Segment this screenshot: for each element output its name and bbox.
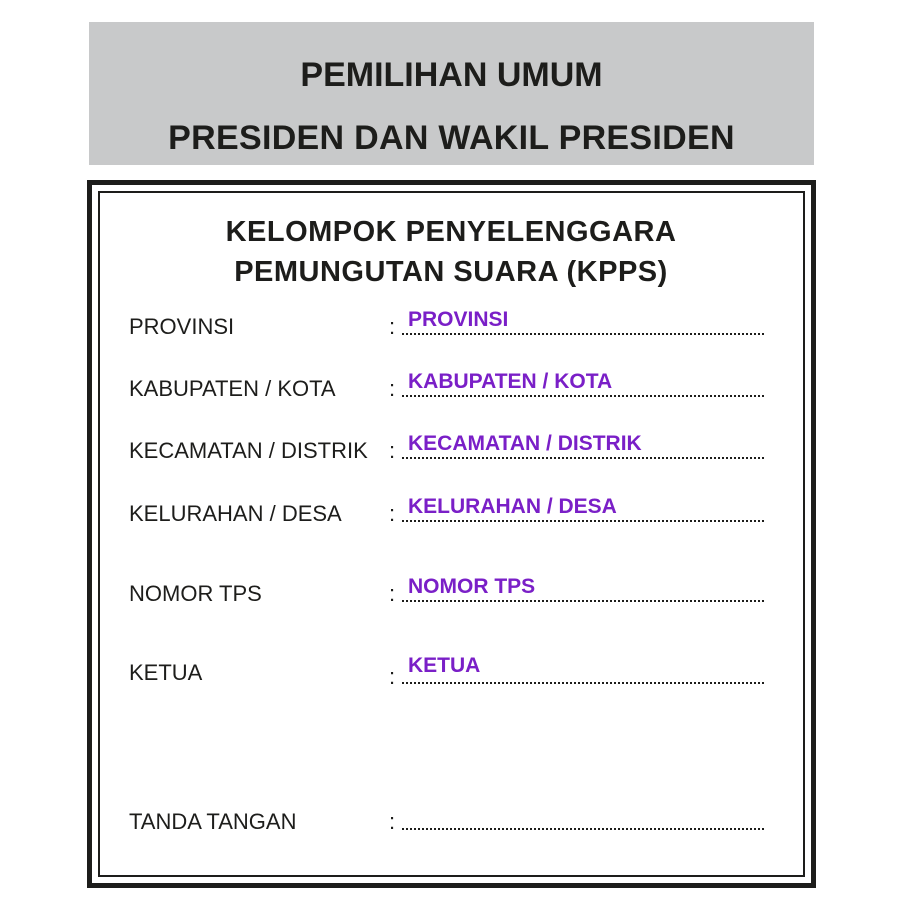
kecamatan-distrik-value: KECAMATAN / DISTRIK [408,432,642,455]
ketua-colon: : [389,664,396,689]
provinsi-colon: : [389,314,396,339]
kecamatan-distrik-label: KECAMATAN / DISTRIK [129,438,368,463]
kabupaten-kota-value: KABUPATEN / KOTA [408,370,613,393]
kelurahan-desa-colon: : [389,501,396,526]
inner-frame-border [98,191,805,877]
tanda-tangan-label: TANDA TANGAN [129,809,297,834]
kabupaten-kota-dotted-line [402,395,764,397]
kecamatan-distrik-colon: : [389,438,396,463]
kabupaten-kota-colon: : [389,376,396,401]
kecamatan-distrik-dotted-line [402,457,764,459]
kelurahan-desa-value: KELURAHAN / DESA [408,495,617,518]
nomor-tps-label: NOMOR TPS [129,581,262,606]
header-banner [89,22,814,165]
nomor-tps-dotted-line [402,600,764,602]
provinsi-value: PROVINSI [408,308,509,331]
kelurahan-desa-dotted-line [402,520,764,522]
provinsi-label: PROVINSI [129,314,235,339]
tanda-tangan-colon: : [389,809,396,834]
kabupaten-kota-label: KABUPATEN / KOTA [129,376,336,401]
header-title-line-2: PRESIDEN DAN WAKIL PRESIDEN [168,119,735,157]
tanda-tangan-dotted-line [402,828,764,830]
kelurahan-desa-label: KELURAHAN / DESA [129,501,342,526]
nomor-tps-colon: : [389,581,396,606]
ketua-dotted-line [402,682,764,684]
nomor-tps-value: NOMOR TPS [408,575,536,598]
kpps-title-line-2: PEMUNGUTAN SUARA (KPPS) [234,256,668,288]
provinsi-dotted-line [402,333,764,335]
header-title-line-1: PEMILIHAN UMUM [300,56,603,94]
ketua-label: KETUA [129,660,203,685]
ketua-value: KETUA [408,654,481,677]
kpps-title-line-1: KELOMPOK PENYELENGGARA [225,216,677,248]
